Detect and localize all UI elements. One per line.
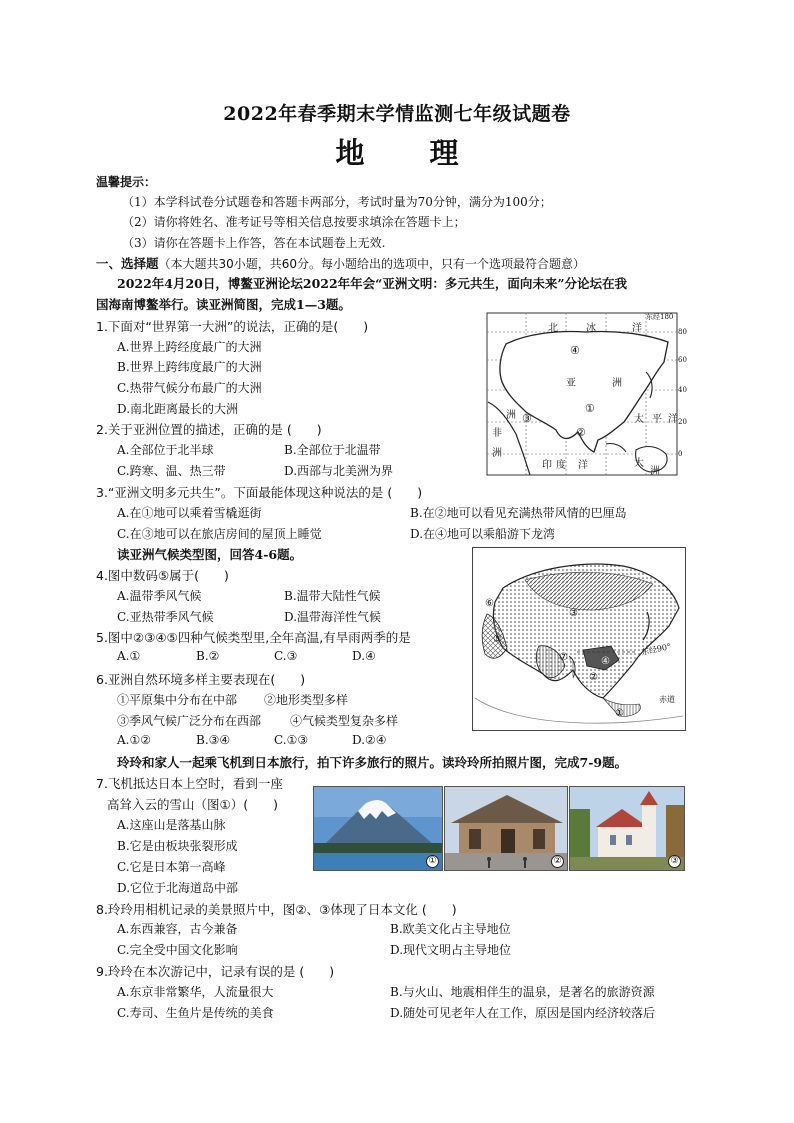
map1-marker-3: ③ <box>522 412 532 425</box>
q2-option-d: D.西部与北美洲为界 <box>284 464 394 478</box>
map1-label-asia-1: 亚 <box>566 378 576 389</box>
map1-marker-4: ④ <box>570 344 580 357</box>
q3-option-c: C.在③地可以在旅店房间的屋顶上睡觉 <box>117 527 322 541</box>
map1-label-aus-1: 大 <box>634 458 644 469</box>
q5-option-b: B.② <box>196 649 220 663</box>
map2-number-2: ② <box>589 672 598 683</box>
map2-number-6: ⑥ <box>485 598 494 609</box>
q1-option-c: C.热带气候分布最广的大洲 <box>117 381 262 395</box>
q4-option-d: D.温带海洋性气候 <box>284 610 382 624</box>
asia-outline-map <box>486 312 686 476</box>
map1-label-aus-2: 洲 <box>650 466 660 477</box>
map1-label-lat60: 60 <box>678 356 687 364</box>
question-9-stem: 9.玲玲在本次游记中，记录有误的是 ( ) <box>96 964 335 979</box>
q9-option-c: C.寿司、生鱼片是传统的美食 <box>117 1006 274 1020</box>
question-3-stem: 3.“亚洲文明多元共生”。下面最能体现这种说法的是 ( ) <box>96 485 423 500</box>
q7-option-b: B.它是由板块张裂形成 <box>117 839 238 853</box>
question-4-stem: 4.图中数码⑤属于( ) <box>96 568 229 583</box>
map1-label-pacific-2: 平 <box>652 414 662 425</box>
section-heading-label: 一、选择题 <box>96 256 159 271</box>
asia-climate-map-graphic <box>473 548 685 730</box>
q4-option-a: A.温带季风气候 <box>117 589 202 603</box>
notice-item-2: （2）请你将姓名、准考证号等相关信息按要求填涂在答题卡上； <box>122 215 466 229</box>
map1-label-arctic-3: 洋 <box>632 323 642 334</box>
intro-3: 玲玲和家人一起乘飞机到日本旅行，拍下许多旅行的照片。读玲玲所拍照片图，完成7-9题。 <box>117 755 628 770</box>
map1-label-lat80: 80 <box>678 328 687 336</box>
map2-number-1: ① <box>615 708 624 719</box>
q9-option-b: B.与火山、地震相伴生的温泉，是著名的旅游资源 <box>390 985 655 999</box>
question-7-stem-line-1: 7.飞机抵达日本上空时，看到一座 <box>96 776 283 791</box>
photo-1-caption: ① <box>426 855 439 868</box>
q9-option-d: D.随处可见老年人在工作，原因是国内经济较落后 <box>390 1006 656 1020</box>
q1-option-a: A.世界上跨经度最广的大洲 <box>117 340 262 354</box>
map1-label-lat40: 40 <box>678 386 687 394</box>
exam-title: 2022年春季期末学情监测七年级试题卷 <box>223 103 571 125</box>
q9-option-a: A.东京非常繁华，人流量很大 <box>117 985 274 999</box>
map2-number-7: ⑦ <box>559 652 568 663</box>
map1-label-lat0: 0 <box>678 450 683 458</box>
q4-option-c: C.亚热带季风气候 <box>117 610 214 624</box>
photo-western-church <box>569 786 685 871</box>
map1-label-indian-2: 度 <box>556 460 566 471</box>
map1-label-arctic-1: 北 <box>548 323 558 334</box>
q5-option-d: D.④ <box>352 649 376 663</box>
photo-2-caption: ② <box>551 855 564 868</box>
q6-option-d: D.②④ <box>352 733 387 747</box>
q6-statement-3: ③季风气候广泛分布在西部 <box>117 714 262 728</box>
q8-option-c: C.完全受中国文化影响 <box>117 943 238 957</box>
q2-option-c: C.跨寒、温、热三带 <box>117 464 226 478</box>
map1-marker-1: ① <box>585 402 595 415</box>
q6-statement-1: ①平原集中分布在中部 <box>117 693 238 707</box>
question-8-stem: 8.玲玲用相机记录的美景照片中，图②、③体现了日本文化 ( ) <box>96 902 457 917</box>
asia-outline-map-graphic <box>486 312 686 476</box>
q8-option-b: B.欧美文化占主导地位 <box>390 922 511 936</box>
notice-heading: 温馨提示： <box>96 175 157 189</box>
q8-option-d: D.现代文明占主导地位 <box>390 943 512 957</box>
q7-option-a: A.这座山是落基山脉 <box>117 818 226 832</box>
q3-option-b: B.在②地可以看见充满热带风情的巴厘岛 <box>410 506 627 520</box>
map1-label-pacific-3: 洋 <box>668 414 678 425</box>
map1-label-indian-1: 印 <box>542 460 552 471</box>
map1-label-pacific-1: 太 <box>634 414 644 425</box>
q7-option-c: C.它是日本第一高峰 <box>117 860 226 874</box>
map1-marker-2: ② <box>576 426 586 439</box>
q7-option-d: D.它位于北海道岛中部 <box>117 881 239 895</box>
map1-label-africa-2: 洲 <box>492 448 502 459</box>
map1-label-asia-2: 洲 <box>612 378 622 389</box>
notice-item-3: （3）请你在答题卡上作答，答在本试题卷上无效. <box>122 236 386 250</box>
question-5-stem: 5.图中②③④⑤四种气候类型里,全年高温,有旱雨两季的是 <box>96 630 411 645</box>
q6-statement-2: ②地形类型多样 <box>264 693 349 707</box>
asia-climate-map <box>472 547 686 731</box>
question-1-stem: 1.下面对“世界第一大洲”的说法，正确的是( ) <box>96 319 369 334</box>
section-heading-desc: （本大题共30小题，共60分。每小题给出的选项中，只有一个选项最符合题意） <box>158 257 586 271</box>
map2-number-5: ⑤ <box>493 634 502 645</box>
map2-equator-label: 赤道 <box>659 695 675 704</box>
q6-option-c: C.①③ <box>274 733 309 747</box>
map2-number-4: ④ <box>601 656 610 667</box>
map2-number-3: ③ <box>569 608 578 619</box>
map1-label-arctic-2: 冰 <box>586 323 596 334</box>
map2-line-label: 东经90° <box>640 641 672 658</box>
notice-item-1: （1）本学科试卷分试题卷和答题卡两部分，考试时量为70分钟，满分为100分； <box>122 195 552 209</box>
photo-mount-fuji <box>313 786 443 871</box>
q5-option-a: A.① <box>117 649 141 663</box>
photo-japanese-temple <box>444 786 568 871</box>
q5-option-c: C.③ <box>274 649 298 663</box>
map1-label-africa-1: 非 <box>492 428 502 439</box>
q1-option-d: D.南北距离最长的大洲 <box>117 402 239 416</box>
temple-image <box>445 787 568 871</box>
question-6-stem: 6.亚洲自然环境多样主要表现在( ) <box>96 672 306 687</box>
photo-3-caption: ③ <box>668 855 681 868</box>
q6-option-a: A.①② <box>117 733 151 747</box>
q6-option-b: B.③④ <box>196 733 231 747</box>
q1-option-b: B.世界上跨纬度最广的大洲 <box>117 360 262 374</box>
q2-option-b: B.全部位于北温带 <box>284 443 381 457</box>
map1-label-longitude: 东经180 <box>646 313 674 321</box>
subject-title: 地 理 <box>335 136 477 170</box>
q4-option-b: B.温带大陆性气候 <box>284 589 381 603</box>
intro-1-line-2: 国海南博鳌举行。读亚洲简图，完成1—3题。 <box>96 297 351 312</box>
mount-fuji-image <box>314 787 443 871</box>
q3-option-a: A.在①地可以乘着雪橇逛街 <box>117 506 262 520</box>
intro-2: 读亚洲气候类型图，回答4-6题。 <box>117 547 303 562</box>
q3-option-d: D.在④地可以乘船游下龙湾 <box>410 527 556 541</box>
q8-option-a: A.东西兼容，古今兼备 <box>117 922 238 936</box>
question-2-stem: 2.关于亚洲位置的描述，正确的是 ( ) <box>96 422 322 437</box>
q6-statement-4: ④气候类型复杂多样 <box>290 714 399 728</box>
map1-label-indian-3: 洋 <box>578 460 588 471</box>
intro-1-line-1: 2022年4月20日，博鳌亚洲论坛2022年年会“亚洲文明：多元共生，面向未来”分论坛在我 <box>117 276 628 291</box>
question-7-stem-line-2: 高耸入云的雪山（图①）( ) <box>107 797 278 812</box>
map1-label-lat20: 20 <box>678 418 687 426</box>
q2-option-a: A.全部位于北半球 <box>117 443 214 457</box>
section-heading <box>96 254 585 272</box>
map1-label-europe: 洲 <box>506 410 516 421</box>
